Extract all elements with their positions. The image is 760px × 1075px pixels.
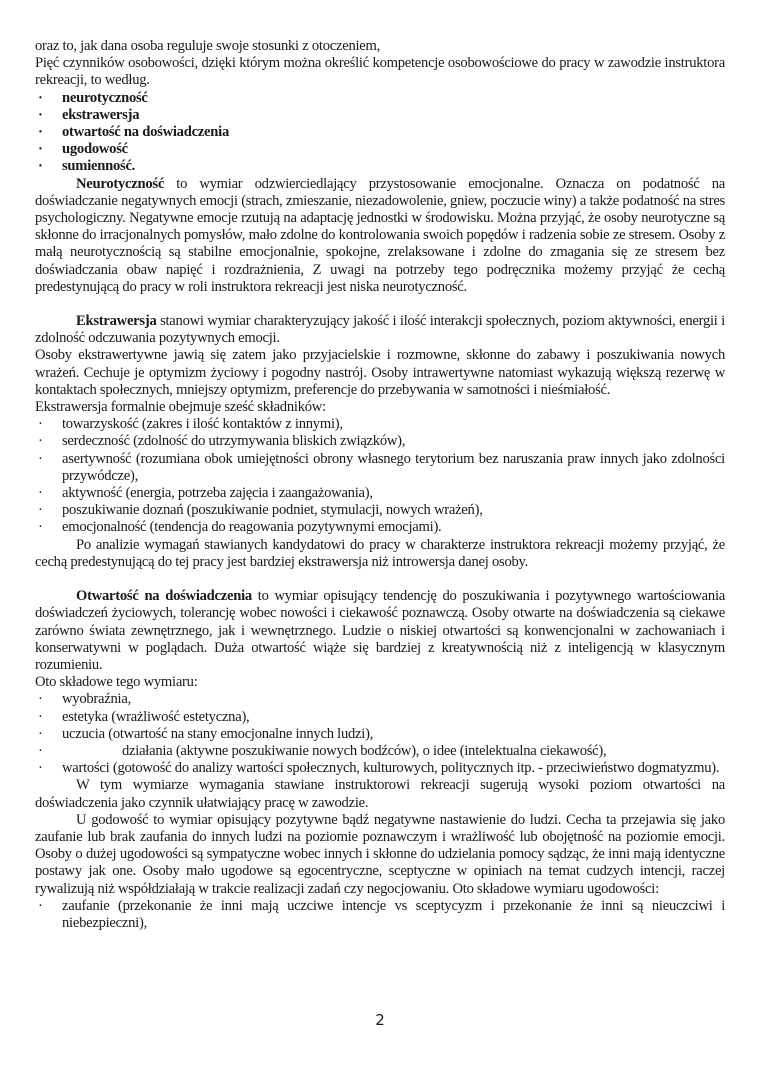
list-item [35, 485, 725, 502]
bullet-icon: · [38, 502, 43, 519]
bullet-icon: · [38, 89, 43, 106]
bullet-icon: · [38, 416, 43, 433]
bullet-icon: · [38, 433, 43, 450]
bullet-icon: · [38, 691, 43, 708]
list-item [35, 743, 725, 760]
list-item [35, 760, 725, 777]
agreeableness-list [35, 898, 725, 932]
bullet-icon: · [38, 708, 43, 725]
bullet-icon: · [38, 158, 43, 175]
item-text: wyobraźnia, [62, 691, 131, 708]
item-text: sumienność. [62, 158, 136, 175]
list-item [35, 124, 725, 141]
item-text: uczucia (otwartość na stany emocjonalne innych ludzi), [62, 725, 374, 742]
list-intro: Ekstrawersja formalnie obejmuje sześć składników: [35, 399, 326, 416]
neuroticism-paragraph [35, 176, 725, 296]
intro-line: oraz to, jak dana osoba reguluje swoje stosunki z otoczeniem, [35, 38, 381, 54]
item-text: asertywność (rozumiana obok umiejętności obrony własnego terytorium bez naruszania praw innych jako zdolności przywódcze), [62, 450, 725, 484]
list-item [35, 691, 725, 708]
agreeableness-paragraph: U godowość to wymiar opisujący pozytywne bądź negatywne nastawienie do ludzi. Cecha ta przejawia się jako zaufanie lub brak zaufania do innych ludzi na poziomie poznawczym i wrażliwość lub obojętność na poziomie emocji. Osoby o dużej ugodowości są sympatyczne wobec innych i skłonne do udzielania pomocy sądząc, że inni mają identyczne postawy jak one. Osoby mało ugodowe są egocentryczne, sceptyczne w opiniach na temat cudzych intencji, raczej rywalizują niż współdziałają w trakcie realizacji zadań czy negocjowaniu. Oto składowe wymiaru ugodowości: [35, 811, 725, 897]
openness-conclusion: W tym wymiarze wymagania stawiane instruktorowi rekreacji sugerują wysoki poziom otwartości na doświadczenia jako czynnik ułatwiający pracę w zawodzie. [35, 777, 725, 811]
term: Ekstrawersja [76, 313, 157, 330]
bullet-icon: · [38, 760, 43, 777]
bullet-icon: · [38, 106, 43, 123]
list-item [35, 898, 725, 932]
openness-list [35, 691, 725, 777]
document-page [35, 38, 725, 932]
intro-paragraph: Pięć czynników osobowości, dzięki którym można określić kompetencje osobowościowe do pracy w zawodzie instruktora rekreacji, to według. [35, 55, 725, 89]
item-text: emocjonalność (tendencja do reagowania pozytywnymi emocjami). [62, 519, 442, 536]
item-text: aktywność (energia, potrzeba zajęcia i zaangażowania), [62, 485, 373, 502]
extraversion-conclusion: Po analizie wymagań stawianych kandydatowi do pracy w charakterze instruktora rekreacji możemy przyjąć, że cechą predestynującą do tej pracy jest bardziej ekstrawersja niż introwersja danej osoby. [35, 536, 725, 570]
extraversion-paragraph-2: Osoby ekstrawertywne jawią się zatem jako przyjacielskie i rozmowne, skłonne do zabawy i poszukiwania nowych wrażeń. Cechuje je optymizm życiowy i pogodny nastrój. Osoby intrawertywne natomiast wykazują większą rezerwę w kontaktach społecznych, mniejszy optymizm, preferencje do przebywania w samotności i nieśmiałość. [35, 347, 725, 398]
list-item [35, 158, 725, 175]
item-text: neurotyczność [62, 89, 148, 106]
list-item [35, 141, 725, 158]
paragraph-text: to wymiar odzwierciedlający przystosowanie emocjonalne. Oznacza on podatność na doświadczanie negatywnych emocji (strach, zmieszanie, niezadowolenie, gniew, poczucie winy) a także podatność na stres psychologiczny. Negatywne emocje rzutują na adaptację jednostki w środowisku. Można przyjąć, że osoby neurotyczne są skłonne do irracjonalnych pomysłów, mało zdolne do kontrolowania swoich popędów i radzenia sobie ze stresem. Osoby z małą neurotycznością są stabilne emocjonalnie, spokojne, zrelaksowane i zdolne do zmagania się ze stresem bez doświadczania obaw napięć i rozdrażnienia, Z uwagi na potrzeby tego podręcznika możemy przyjąć że cechą predestynującą do pracy w roli instruktora rekreacji jest niska neurotyczność. [35, 175, 725, 295]
list-item [35, 726, 725, 743]
list-item [35, 416, 725, 433]
extraversion-list [35, 416, 725, 536]
term: Neurotyczność [76, 175, 165, 192]
openness-paragraph [35, 588, 725, 674]
page-number: 2 [375, 1011, 385, 1029]
item-text: poszukiwanie doznań (poszukiwanie podniet, stymulacji, nowych wrażeń), [62, 502, 483, 519]
list-item [35, 90, 725, 107]
list-item [35, 519, 725, 536]
item-text: serdeczność (zdolność do utrzymywania bliskich związków), [62, 433, 406, 450]
item-text: towarzyskość (zakres i ilość kontaktów z innymi), [62, 416, 343, 433]
item-text: estetyka (wrażliwość estetyczna), [62, 708, 250, 725]
paragraph-text: to wymiar opisujący tendencję do poszukiwania i pozytywnego wartościowania doświadczeń życiowych, tolerancję wobec nowości i ciekawość poznawczą. Osoby otwarte na doświadczenia są ciekawe zarówno świata zewnętrznego, jak i wewnętrznego. Ludzie o niskiej otwartości są konwencjonalni w zachowaniach i konserwatywni w poglądach. Duża otwartość wiąże się bardziej z kreatywnością niż z inteligencją w klasycznym rozumieniu. [35, 588, 725, 673]
term: Otwartość na doświadczenia [76, 588, 252, 605]
bullet-icon: · [38, 742, 43, 759]
item-text: ugodowość [62, 141, 128, 158]
list-item [35, 709, 725, 726]
bullet-icon: · [38, 485, 43, 502]
extraversion-paragraph [35, 313, 725, 347]
list-intro: Oto składowe tego wymiaru: [35, 674, 198, 691]
item-text: działania (aktywne poszukiwanie nowych bodźców), o idee (intelektualna ciekawość), [122, 742, 607, 759]
bullet-icon: · [38, 141, 43, 158]
bullet-icon: · [38, 519, 43, 536]
bullet-icon: · [38, 124, 43, 141]
bullet-icon: · [38, 897, 43, 914]
item-text: wartości (gotowość do analizy wartości społecznych, kulturowych, politycznych itp. - przeciwieństwo dogmatyzmu). [62, 760, 720, 777]
list-item [35, 451, 725, 485]
paragraph-text: stanowi wymiar charakteryzujący jakość i ilość interakcji społecznych, poziom aktywności, energii i zdolność odczuwania pozytywnych emocji. [35, 313, 725, 347]
list-item [35, 107, 725, 124]
item-text: zaufanie (przekonanie że inni mają uczciwe intencje vs sceptycyzm i przekonanie że inni są nieuczciwi i niebezpieczni), [62, 897, 725, 931]
list-item [35, 502, 725, 519]
factors-list [35, 90, 725, 176]
bullet-icon: · [38, 725, 43, 742]
bullet-icon: · [38, 450, 43, 467]
item-text: ekstrawersja [62, 106, 140, 123]
item-text: otwartość na doświadczenia [62, 124, 229, 141]
list-item [35, 433, 725, 450]
